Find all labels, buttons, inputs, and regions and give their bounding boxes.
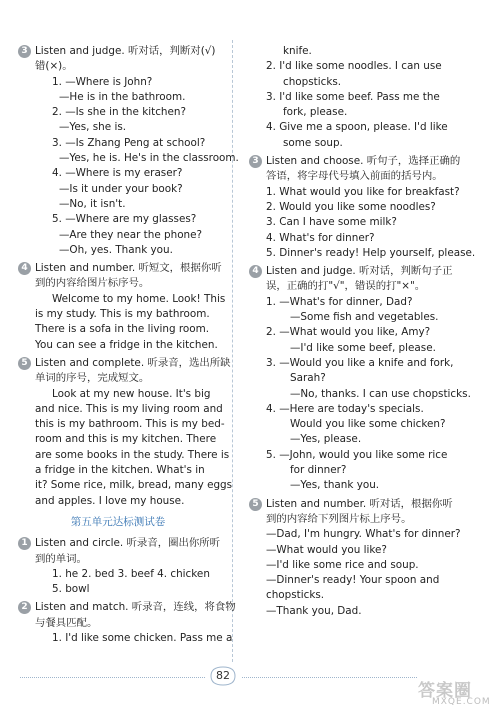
section-header <box>18 536 221 567</box>
list-item: —Yes, he is. He's in the classroom. <box>59 152 239 165</box>
list-item: 5. —John, would you like some rice <box>266 448 448 461</box>
section-instruction <box>35 536 220 567</box>
list-item: 4. —Here are today's specials. <box>266 402 424 415</box>
list-item: chopsticks. <box>283 75 342 88</box>
section-header <box>18 261 222 292</box>
passage-line: it? Some rice, milk, bread, many eggs <box>35 479 233 492</box>
list-item: 1. he 2. bed 3. beef 4. chicken <box>52 567 210 580</box>
section-number-badge: 5 <box>249 498 262 511</box>
section-instruction <box>35 356 231 387</box>
section-number-badge: 4 <box>18 262 31 275</box>
instruction-line: Listen and judge. 听对话，判断对(√) <box>35 45 216 57</box>
section-number-badge: 4 <box>249 265 262 278</box>
list-item: —I'd like some beef, please. <box>290 341 436 354</box>
left-column <box>18 44 239 649</box>
list-item: 4. —Where is my eraser? <box>52 167 183 180</box>
instruction-line: Listen and choose. 听句子，选择正确的 <box>266 155 461 168</box>
item-list <box>249 185 481 261</box>
list-item: —Are they near the phone? <box>59 228 203 241</box>
item-list <box>249 295 481 494</box>
instruction-line: 错(×)。 <box>35 60 73 73</box>
section-instruction <box>35 600 236 631</box>
list-item: —Dad, I'm hungry. What's for dinner? <box>266 528 461 541</box>
list-item: 2. Would you like some noodles? <box>266 200 436 213</box>
instruction-line: Listen and number. 听短文，根据你听 <box>35 262 222 275</box>
section-listen-and-complete <box>18 356 233 509</box>
section-instruction <box>266 154 460 185</box>
list-item: —Yes, she is. <box>59 121 127 134</box>
instruction-line: Listen and complete. 听录音，选出所缺 <box>35 356 231 369</box>
passage-line: There is a sofa in the living room. <box>35 323 210 336</box>
item-list <box>249 527 481 619</box>
list-item: —Is it under your book? <box>59 182 183 195</box>
passage-line: a fridge in the kitchen. What's in <box>35 464 205 477</box>
list-item: —Thank you, Dad. <box>266 604 362 617</box>
section-listen-and-judge-2 <box>249 264 481 493</box>
instruction-line: 到的单词。 <box>35 552 87 565</box>
section-header <box>249 497 481 528</box>
passage-line: this is my bathroom. This is my bed- <box>35 418 225 431</box>
section-instruction <box>35 261 222 292</box>
instruction-line: 到的内容给下列图片标上序号。 <box>266 512 412 525</box>
list-item: —No, thanks. I can use chopsticks. <box>290 387 471 400</box>
section-listen-and-number-2 <box>249 497 481 619</box>
section-instruction <box>35 44 215 75</box>
instruction-line: 与餐具匹配。 <box>35 616 98 629</box>
section-listen-and-number <box>18 261 226 353</box>
list-item: 5. —Where are my glasses? <box>52 213 197 226</box>
instruction-line: Listen and number. 听对话，根据你听 <box>266 497 453 510</box>
section-instruction <box>266 264 452 295</box>
item-list <box>18 631 233 646</box>
list-item: 4. What's for dinner? <box>266 231 375 244</box>
list-item: —Some fish and vegetables. <box>290 311 439 324</box>
list-item: 3. Can I have some milk? <box>266 216 397 229</box>
passage-text <box>18 387 233 509</box>
list-item: 3. —Would you like a knife and fork, <box>266 356 454 369</box>
list-item: 3. I'd like some beef. Pass me the <box>266 90 440 103</box>
section-listen-and-judge <box>18 44 239 258</box>
right-column <box>249 44 481 622</box>
instruction-line: 单词的序号，完成短文。 <box>35 372 150 385</box>
passage-line: is my study. This is my bathroom. <box>35 308 210 321</box>
section-number-badge: 1 <box>18 537 31 550</box>
column-divider <box>232 40 233 662</box>
list-item: some soup. <box>283 136 343 149</box>
page-number: 82 <box>216 669 230 682</box>
list-item: —Yes, thank you. <box>290 479 380 492</box>
passage-line: You can see a fridge in the kitchen. <box>35 338 218 351</box>
section-instruction <box>266 497 453 528</box>
list-item: 1. —What's for dinner, Dad? <box>266 295 413 308</box>
passage-line: room and this is my kitchen. There <box>35 433 217 446</box>
footer-dotted-line-left <box>20 677 205 679</box>
instruction-line: Listen and match. 听录音，连线，将食物 <box>35 601 236 614</box>
list-item: 2. —What would you like, Amy? <box>266 326 431 339</box>
instruction-line: 答语，将字母代号填入前面的括号内。 <box>266 170 443 183</box>
list-item: 2. —Is she in the kitchen? <box>52 106 186 119</box>
section-listen-and-match-continued <box>249 44 481 151</box>
section-listen-and-circle <box>18 536 221 597</box>
section-header <box>249 154 481 185</box>
section-header <box>18 600 236 631</box>
passage-line: and nice. This is my living room and <box>35 402 223 415</box>
footer-dotted-line-right <box>242 677 417 679</box>
passage-text <box>18 292 226 353</box>
passage-line: Welcome to my home. Look! This <box>52 292 226 305</box>
list-item: 5. Dinner's ready! Help yourself, please. <box>266 246 476 259</box>
list-item: 4. Give me a spoon, please. I'd like <box>266 121 448 134</box>
list-item: 1. What would you like for breakfast? <box>266 185 460 198</box>
passage-line: Look at my new house. It's big <box>52 387 211 400</box>
list-item: —What would you like? <box>266 543 387 556</box>
list-item: —Yes, please. <box>290 433 362 446</box>
list-item: —He is in the bathroom. <box>59 90 186 103</box>
section-header <box>18 356 231 387</box>
list-item: for dinner? <box>290 464 347 477</box>
section-number-badge: 3 <box>249 155 262 168</box>
list-item: chopsticks. <box>266 589 325 602</box>
list-item: 1. I'd like some chicken. Pass me a <box>52 631 233 644</box>
page-number-frame <box>208 664 238 688</box>
list-item: 1. —Where is John? <box>52 75 153 88</box>
list-item: 3. —Is Zhang Peng at school? <box>52 136 206 149</box>
item-list <box>18 75 239 259</box>
list-item: Would you like some chicken? <box>290 418 446 431</box>
list-item: —Dinner's ready! Your spoon and <box>266 574 440 587</box>
section-number-badge: 3 <box>18 45 31 58</box>
instruction-line: 误，正确的打"√"，错误的打"×"。 <box>266 280 426 293</box>
passage-line: and apples. I love my house. <box>35 494 185 507</box>
list-item: —Oh, yes. Thank you. <box>59 243 173 256</box>
section-number-badge: 5 <box>18 357 31 370</box>
section-header <box>18 44 218 75</box>
section-listen-and-match <box>18 600 236 646</box>
list-item: fork, please. <box>283 106 348 119</box>
watermark-logo <box>418 676 496 710</box>
instruction-line: Listen and circle. 听录音，圈出你所听 <box>35 537 221 550</box>
item-list <box>18 567 218 598</box>
passage-line: are some books in the study. There is <box>35 448 230 461</box>
list-item: 5. bowl <box>52 583 90 596</box>
section-header <box>249 264 481 295</box>
list-item: knife. <box>283 45 312 57</box>
section-listen-and-choose <box>249 154 481 261</box>
instruction-line: Listen and judge. 听对话，判断句子正 <box>266 265 453 278</box>
item-list <box>249 44 481 151</box>
list-item: —I'd like some rice and soup. <box>266 558 419 571</box>
instruction-line: 到的内容给图片标序号。 <box>35 277 150 290</box>
list-item: —No, it isn't. <box>59 197 126 210</box>
watermark-subtext: MXQE.COM <box>432 697 491 707</box>
list-item: 2. I'd like some noodles. I can use <box>266 60 442 73</box>
watermark-text: 答案圈 <box>418 681 472 701</box>
section-number-badge: 2 <box>18 601 31 614</box>
unit-title: 第五单元达标测试卷 <box>70 515 166 528</box>
list-item: Sarah? <box>290 372 326 385</box>
